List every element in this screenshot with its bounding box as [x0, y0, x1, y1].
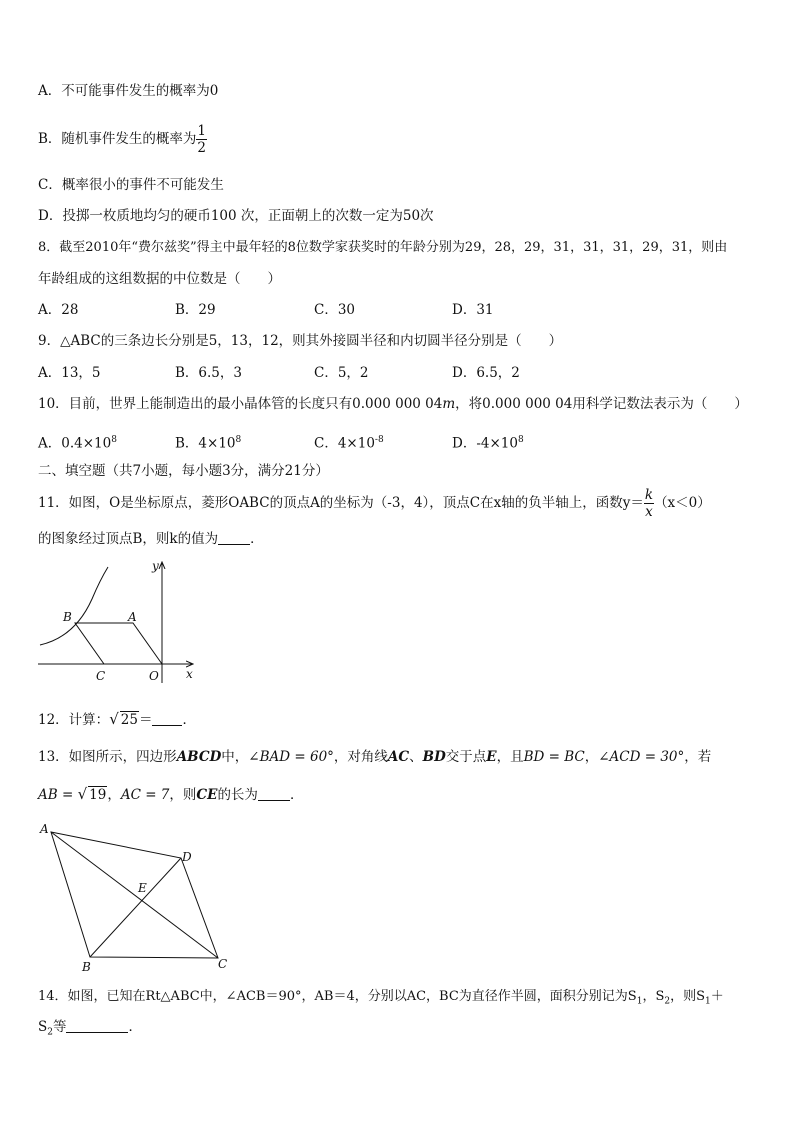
q10-stem: 10．目前，世界上能制造出的最小晶体管的长度只有0.000 000 04m，将0.000 000 04用科学记数法表示为（ ）: [38, 396, 748, 412]
label-a: A: [128, 610, 137, 624]
label-a: A: [40, 822, 49, 836]
fraction-one-half: $\frac{1}{2}$: [197, 123, 207, 156]
q12-answer-blank: [152, 711, 182, 726]
q14-answer-blank: [66, 1018, 128, 1033]
q8-option-b: B．29: [175, 302, 216, 318]
option-b-prev: [38, 120, 207, 158]
q10-option-b: B．$4\times 10^8$: [175, 435, 242, 452]
sqrt-19: 19: [89, 787, 107, 803]
q9-option-b: B．6.5，3: [175, 365, 242, 381]
q9-option-d: D．6.5，2: [452, 365, 520, 381]
sqrt-25: 25: [120, 712, 138, 728]
q9-option-c: C．5，2: [314, 365, 369, 381]
label-x: x: [186, 667, 193, 681]
section-heading-fill-blank: 二、填空题（共7小题，每小题3分，满分21分）: [38, 463, 329, 479]
condition-angle-bad: ∠BAD = 60°: [248, 749, 334, 765]
label-e: E: [138, 881, 147, 895]
q8-option-d: D．31: [452, 302, 494, 318]
label-y: y: [152, 559, 159, 573]
q9-option-a: A．13，5: [38, 365, 101, 381]
option-b-text: B．随机事件发生的概率为: [38, 131, 197, 147]
q10-option-a: A．$0.4\times 10^8$: [38, 435, 117, 452]
q13-stem-line1: 13．如图所示，四边形ABCD中，∠BAD = 60°，对角线AC、BD交于点E，且BD = BC，∠ACD = 30°，若: [38, 749, 712, 765]
option-d-prev: D．投掷一枚质地均匀的硬币100 次，正面朝上的次数一定为50次: [38, 208, 434, 224]
q13-figure: [36, 818, 236, 978]
q11-stem-line1: 11．如图，O是坐标原点，菱形OABC的顶点A的坐标为（-3，4），顶点C在x轴的负半轴上，函数y＝ $\frac{k}{x}$ （x＜0）: [38, 487, 711, 520]
diagonal-ac: [51, 832, 218, 958]
q11-stem-line2: 的图象经过顶点B，则k的值为 ．: [38, 531, 264, 547]
q10-option-c: C．$4\times 10^{-8}$: [314, 435, 384, 452]
q14-stem-line1: 14．如图，已知在Rt△ABC中，∠ACB＝90°，AB＝4，分别以AC，BC为直径作半圆，面积分别记为$S_1$，$S_2$，则$S_1+$: [38, 989, 724, 1007]
q11-answer-blank: [218, 530, 250, 545]
condition-bd-bc: BD = BC: [523, 749, 585, 765]
hyperbola-curve: [40, 567, 108, 645]
label-o: O: [149, 669, 159, 683]
q8-option-a: A．28: [38, 302, 79, 318]
option-a-prev: A．不可能事件发生的概率为0: [38, 83, 219, 99]
q8-stem-line1: 8．截至2010年“费尔兹奖”得主中最年轻的8位数学家获奖时的年龄分别为29，28，29，31，31，31，29，31，则由: [38, 240, 728, 255]
label-c: C: [218, 957, 228, 971]
q8-stem-line2: 年龄组成的这组数据的中位数是（ ）: [38, 271, 281, 287]
condition-angle-acd: ∠ACD = 30°: [598, 749, 685, 765]
q8-option-c: C．30: [314, 302, 356, 318]
q14-stem-line2: $S_2$等 ．: [38, 1019, 142, 1038]
label-d: D: [182, 850, 192, 864]
label-c: C: [96, 669, 106, 683]
diagonal-bd: [90, 858, 181, 957]
q13-stem-line2: AB = √ 19，AC = 7，则CE的长为 ．: [38, 785, 304, 803]
label-b: B: [63, 610, 72, 624]
fraction-k-over-x: $\frac{k}{x}$: [644, 487, 654, 520]
q13-answer-blank: [258, 786, 290, 801]
q11-figure: [30, 555, 210, 685]
q9-stem: 9．△ABC的三条边长分别是5，13，12，则其外接圆半径和内切圆半径分别是（ ）: [38, 333, 563, 349]
q12-stem: 12．计算：√ 25＝ ．: [38, 710, 196, 728]
q10-option-d: D．$-4\times 10^8$: [452, 435, 524, 452]
rhombus-oabc: [75, 623, 162, 664]
option-c-prev: C．概率很小的事件不可能发生: [38, 177, 224, 193]
label-b: B: [82, 960, 91, 974]
